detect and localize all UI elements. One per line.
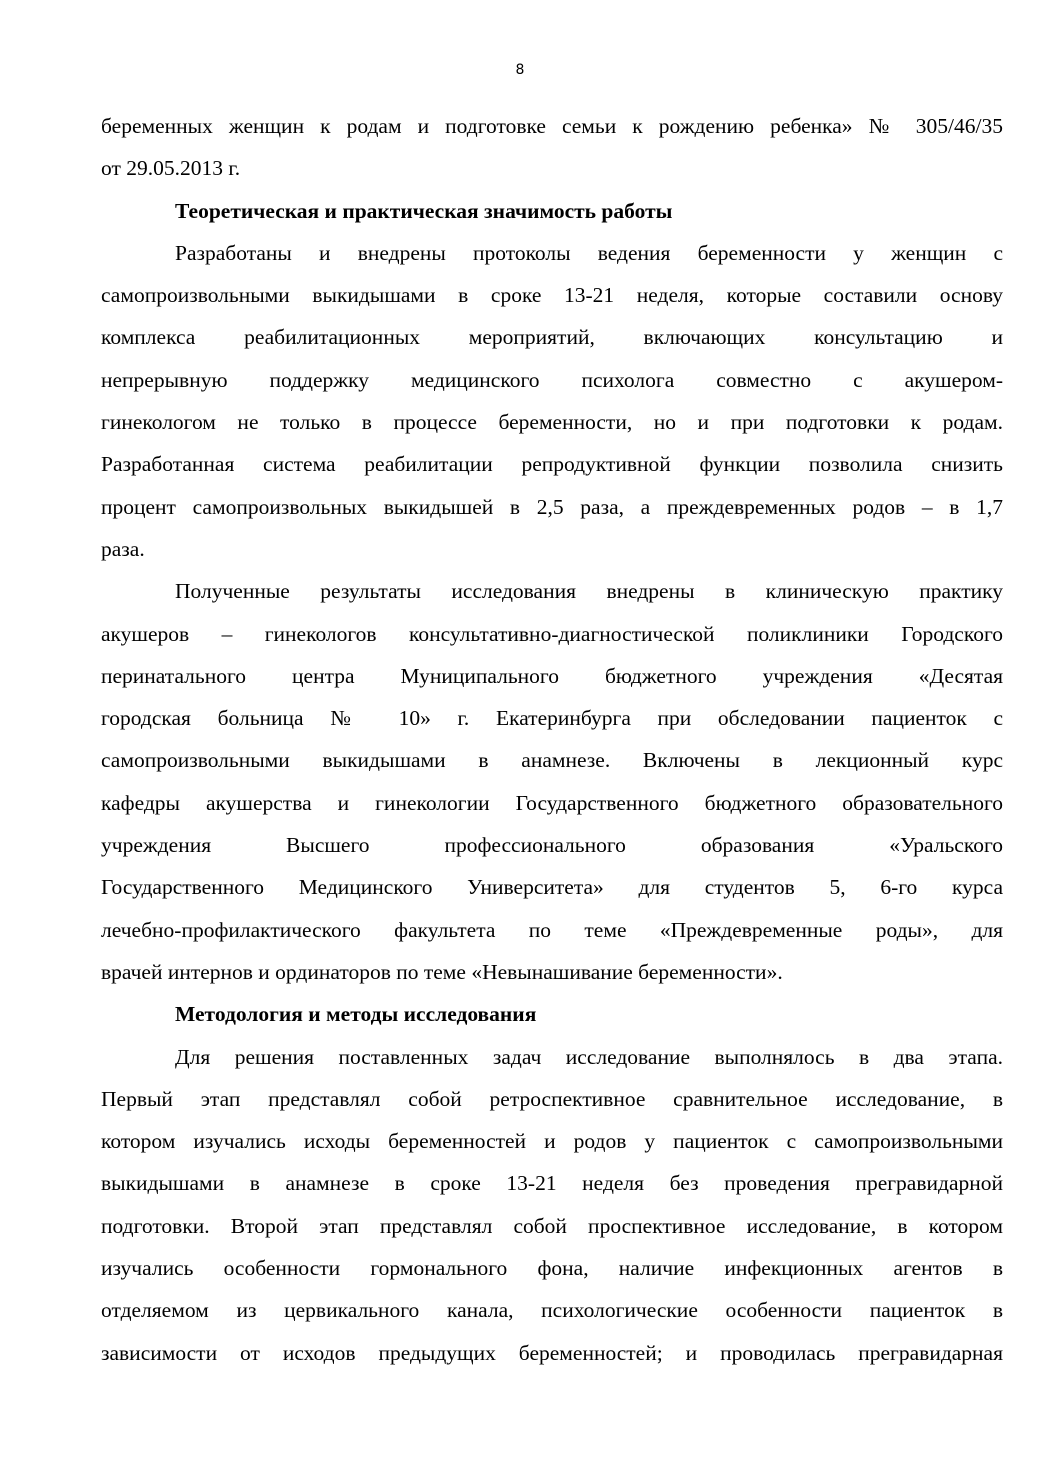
text-line: беременных женщин к родам и подготовке семьи к рождению ребенка» № 305/46/35 <box>101 114 1003 138</box>
text-line: раза. <box>101 536 145 561</box>
text-line: Разработанная система реабилитации репродуктивной функции позволила снизить <box>101 452 1003 477</box>
text-line: городская больница № 10» г. Екатеринбурга при обследовании пациенток с <box>101 706 1003 731</box>
text-line: котором изучались исходы беременностей и родов у пациенток с самопроизвольными <box>101 1129 1003 1154</box>
section-heading: Методология и методы исследования <box>175 1002 537 1027</box>
text-line: зависимости от исходов предыдущих беременностей; и проводилась прегравидарная <box>101 1340 1003 1365</box>
text-line: самопроизвольными выкидышами в сроке 13-21 неделя, которые составили основу <box>101 283 1003 308</box>
text-line: подготовки. Второй этап представлял собой проспективное исследование, в котором <box>101 1213 1003 1238</box>
text-line: гинекологом не только в процессе беременности, но и при подготовки к родам. <box>101 410 1003 435</box>
text-line: Разработаны и внедрены протоколы ведения беременности у женщин с <box>175 240 1003 265</box>
text-line: лечебно-профилактического факультета по теме «Преждевременные роды», для <box>101 917 1003 942</box>
text-line: процент самопроизвольных выкидышей в 2,5 раза, а преждевременных родов – в 1,7 <box>101 494 1003 519</box>
page-number: 8 <box>515 62 525 78</box>
text-line: отделяемом из цервикального канала, психологические особенности пациенток в <box>101 1298 1003 1323</box>
text-line: самопроизвольными выкидышами в анамнезе. Включены в лекционный курс <box>101 748 1003 773</box>
section-heading: Теоретическая и практическая значимость работы <box>175 198 673 223</box>
text-line: Полученные результаты исследования внедрены в клиническую практику <box>175 579 1003 604</box>
text-line: выкидышами в анамнезе в сроке 13-21 неделя без проведения прегравидарной <box>101 1171 1003 1196</box>
text-line: комплекса реабилитационных мероприятий, включающих консультацию и <box>101 325 1003 350</box>
text-line: врачей интернов и ординаторов по теме «Невынашивание беременности». <box>101 959 783 984</box>
text-line: Первый этап представлял собой ретроспективное сравнительное исследование, в <box>101 1086 1003 1111</box>
text-line: от 29.05.2013 г. <box>101 156 241 181</box>
document-body <box>101 105 1003 1374</box>
text-line: Государственного Медицинского Университета» для студентов 5, 6-го курса <box>101 875 1003 900</box>
text-line: кафедры акушерства и гинекологии Государственного бюджетного образовательного <box>101 790 1003 815</box>
text-line: перинатального центра Муниципального бюджетного учреждения «Десятая <box>101 663 1003 688</box>
text-line: Для решения поставленных задач исследование выполнялось в два этапа. <box>175 1044 1003 1069</box>
text-line: учреждения Высшего профессионального образования «Уральского <box>101 833 1003 858</box>
text-line: изучались особенности гормонального фона, наличие инфекционных агентов в <box>101 1256 1003 1281</box>
text-line: акушеров – гинекологов консультативно-диагностической поликлиники Городского <box>101 621 1003 646</box>
text-line: непрерывную поддержку медицинского психолога совместно с акушером- <box>101 367 1003 392</box>
